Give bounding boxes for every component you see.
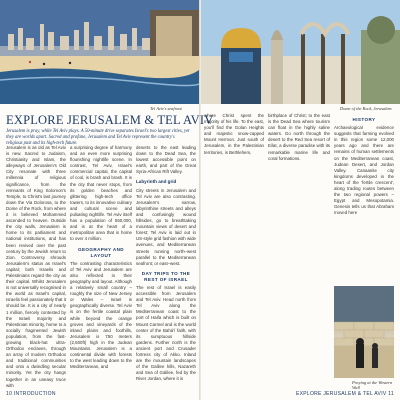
article-standfirst: Jerusalem is pray, while Tel Aviv plays. A 50-minute drive separates Israel's two largest cities, yet they are worlds apart. Sacred and profane, Jerusalem and Tel Aviv represent the country's religious past and its high-tech future. bbox=[6, 129, 190, 146]
folio-right: EXPLORE JERUSALEM & TEL AVIV 11 bbox=[295, 391, 394, 397]
text-column-4 bbox=[204, 113, 264, 156]
article-heading: EXPLORE JERUSALEM & TEL AVIV bbox=[6, 113, 214, 127]
subheading-day-trips: DAY TRIPS TO THE REST OF ISRAEL bbox=[141, 270, 191, 282]
body-paragraph: a surprising degree of harmony and an even more surprising flourishing nightlife scene. In contrast, Tel Aviv, Israel's commercial capital, the capital of cool, is brash and brash. It is the city that never stops, from its golden beaches and glittering high-tech office towers, to its innovative culinary and cultural scene and pulsating nightlife. Tel Aviv itself has a population of 550,000, and is at the heart of a metropolitan area that is home to over 4 million. bbox=[70, 145, 132, 242]
body-paragraph: City streets in Jerusalem and Tel Aviv are also contrasting. Jerusalem's narrow, labyrinthine streets and alleys and confusingly wound hillsides, go to breathtaking mountain views of desert and forest; Tel Aviv is laid out in US-style grid fashion with wide avenues, and Mediterranean streets running north–west parallel to the Mediterranean seafront; or east–west. bbox=[136, 187, 196, 266]
subheading-geography: GEOGRAPHY AND LAYOUT bbox=[77, 246, 125, 258]
text-column-2 bbox=[70, 145, 132, 370]
body-paragraph: Archaeological evidence suggests that farming evolved in this region some 12,000 years ago and there are remains of human settlements on the Mediterranean coast, Judean Desert, and Jordan Valley. Canaanite city kingdoms developed in the heart of the 'fertile crescent', along trading routes between the two regional powers – Egypt and Mesopotamia. Genesis tells us that Abraham moved here bbox=[334, 125, 394, 216]
text-column-3 bbox=[136, 145, 196, 382]
subheading-history: HISTORY bbox=[352, 117, 376, 122]
body-paragraph: Jerusalem is as old as Tel Aviv is new. Sacred to Judaism, Christianity and Islam, the alleyways of Jerusalem's Old City resonate with three millennia of religious significance, from the remnants of King Solomon's Temple, to Christ's last journey down the Via Dolorosa, to the Dome of the Rock, from where it is believed Mohammed ascended to heaven. Outside the city walls, Jerusalem is home to its parliament and national institutions, and has been revived over the past century by the Jewish return to Zion. Controversy shrouds Jerusalem's status as Israel's capital; both Israelis and Palestinians regard the city as their capital. Whilst Jerusalem is not universally recognised in the world as Israel's capital, Israelis feel passionately that it should be. It is a city of nearly 1 million, fiercely contested by the Israeli majority and Palestinian minority, home to a socially fragmented Jewish population, from the fast-growing black-hat ultra-Orthodox enclaves, through an array of modern Orthodox and traditional communities and onto a dwindling secular minority. Yet the city hangs together in an uneasy truce with bbox=[6, 145, 66, 388]
body-paragraph: The contrasting characteristics of Tel Aviv and Jerusalem are also reflected in their geography and layout. Although a relatively small country – roughly the size of New Jersey or Wales – Israel is geographically diverse. Tel Aviv is on the fertile coastal plain while beyond the orange groves and vineyards of the inland plains and foothills, Jerusalem is 750 meters (2,500ft) high in the Judean Mountains. Jerusalem is a continental divide with forests to the west leading down to the Mediterranean, and bbox=[70, 260, 132, 370]
body-paragraph: The rest of Israel is easily accessible from Jerusalem and Tel Aviv. Head north from Tel Aviv along the Mediterranean coast to the port of Haifa which is built on Mount Carmel and is the world center of the Bahá'í faith, with its sumptuous hillside gardens. Further north is the ancient port and Crusader fortress city of Akko. Inland are the mountain landscapes of the Galilee hills, Nazareth and Sea of Galilee, fed by the River Jordan, where it is bbox=[136, 284, 196, 382]
dome-of-the-rock-illustration bbox=[201, 0, 400, 104]
body-paragraph: deserts to the east leading down to the Dead Sea, the lowest accessible point on earth, and part of the Great Syria-African Rift Valley. bbox=[136, 145, 196, 175]
photo-caption-left: Tel Aviv's seafront bbox=[150, 106, 182, 111]
text-column-6 bbox=[334, 113, 394, 217]
tel-aviv-seafront-photo bbox=[0, 0, 199, 104]
western-wall-photo bbox=[334, 286, 394, 378]
text-column-5 bbox=[268, 113, 330, 162]
tel-aviv-skyline-illustration bbox=[0, 0, 199, 104]
body-paragraph: birthplace of Christ; to the east is the Dead Sea where tourism can float in the highly saline waters. Go north through the desert to the Red Sea resort of Eilat, a diverse paradise with its remarkable marine life and coral formations. bbox=[268, 113, 330, 161]
body-paragraph: where Christ spent the majority of his life. To the east, you'll find the Golan Heights and majestic snow-capped Mount Hermon. Just south of Jerusalem, in the Palestinian territories, is Bethlehem, bbox=[204, 113, 264, 155]
subheading-labyrinth: Labyrinth and grid bbox=[136, 179, 177, 185]
western-wall-illustration bbox=[334, 286, 394, 378]
text-column-1 bbox=[6, 145, 66, 389]
dome-of-the-rock-photo bbox=[201, 0, 400, 104]
photo-caption-right: Dome of the Rock, Jerusalem bbox=[340, 106, 392, 111]
photo-caption-inset: Praying at the Western Wall bbox=[352, 380, 393, 390]
folio-left: 10 INTRODUCTION bbox=[6, 391, 56, 397]
